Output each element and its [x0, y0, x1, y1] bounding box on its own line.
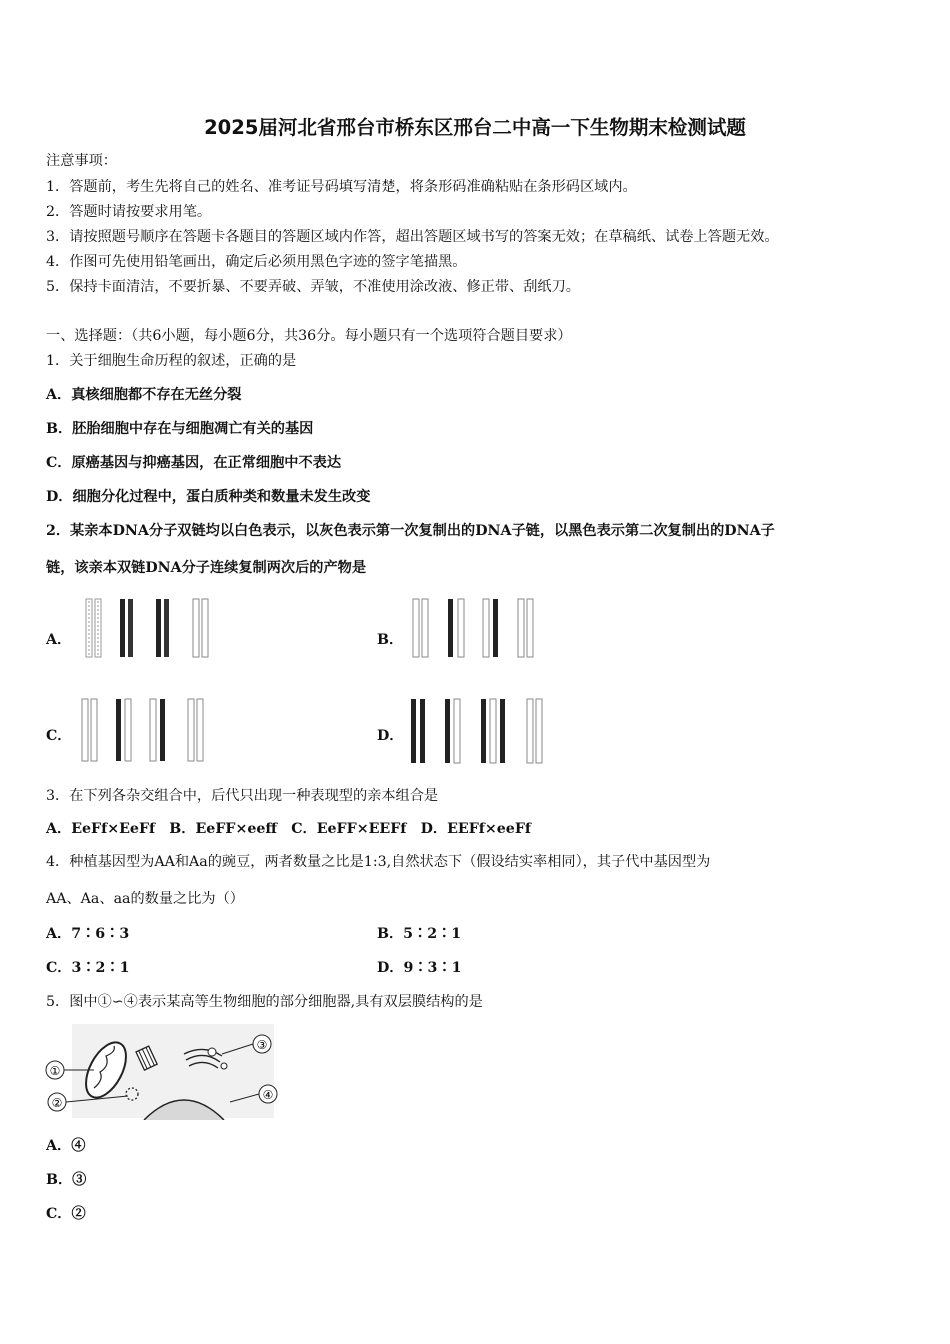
q4-option-d: D．9∶3∶1 [377, 960, 462, 976]
page-title: 2025届河北省邢台市桥东区邢台二中高一下生物期末检测试题 [204, 116, 746, 139]
q1-option-b: B．胚胎细胞中存在与细胞凋亡有关的基因 [46, 421, 314, 437]
q3-stem: 3．在下列各杂交组合中，后代只出现一种表现型的亲本组合是 [46, 788, 439, 804]
q2-stem-line2: 链，该亲本双链DNA分子连续复制两次后的产物是 [46, 560, 367, 576]
q5-option-a: A．④ [46, 1138, 86, 1154]
q4-option-b: B．5∶2∶1 [377, 926, 462, 942]
q4-option-c: C．3∶2∶1 [46, 960, 130, 976]
q4-option-a: A．7∶6∶3 [46, 926, 130, 942]
q1-stem: 1．关于细胞生命历程的叙述，正确的是 [46, 353, 297, 369]
figure-label-3: ③ [256, 1038, 268, 1052]
figure-label-2: ② [51, 1096, 63, 1110]
q5-stem: 5．图中①∽④表示某高等生物细胞的部分细胞器,具有双层膜结构的是 [46, 994, 483, 1010]
q4-stem-line2: AA、Aa、aa的数量之比为（） [46, 891, 244, 907]
section-heading: 一、选择题：（共6小题，每小题6分，共36分。每小题只有一个选项符合题目要求） [46, 328, 572, 344]
dna-figure-d [405, 697, 545, 767]
q1-option-d: D．细胞分化过程中，蛋白质种类和数量未发生改变 [46, 489, 371, 505]
figure-label-1: ① [49, 1064, 61, 1078]
q5-option-b: B．③ [46, 1172, 87, 1188]
organelle-figure [44, 1022, 284, 1120]
q4-stem-line1: 4．种植基因型为AA和Aa的豌豆，两者数量之比是1:3,自然状态下（假设结实率相同），其子代中基因型为 [46, 854, 711, 870]
notice-item: 3．请按照题号顺序在答题卡各题目的答题区域内作答，超出答题区域书写的答案无效；在草稿纸、试卷上答题无效。 [46, 229, 779, 245]
q2-stem-line1: 2．某亲本DNA分子双链均以白色表示，以灰色表示第一次复制出的DNA子链，以黑色表示第二次复制出的DNA子 [46, 523, 775, 539]
q5-option-c: C．② [46, 1206, 86, 1222]
q3-options: A．EeFf×EeFf B．EeFF×eeff C．EeFF×EEFf D．EEFf×eeFf [46, 821, 531, 837]
notice-item: 2．答题时请按要求用笔。 [46, 204, 212, 220]
q2-label-c: C． [46, 728, 72, 744]
dna-figure-a [80, 597, 215, 661]
figure-label-4: ④ [262, 1088, 274, 1102]
dna-figure-c [78, 697, 213, 765]
notice-item: 5．保持卡面清洁，不要折暴、不要弄破、弄皱，不准使用涂改液、修正带、刮纸刀。 [46, 279, 580, 295]
notice-item: 4．作图可先使用铅笔画出，确定后必须用黑色字迹的签字笔描黑。 [46, 254, 467, 270]
q2-label-b: B． [377, 632, 404, 648]
q2-label-d: D． [377, 728, 404, 744]
notice-heading: 注意事项： [46, 153, 117, 169]
q1-option-a: A．真核细胞都不存在无丝分裂 [46, 387, 242, 403]
dna-figure-b [408, 597, 543, 661]
q1-option-c: C．原癌基因与抑癌基因，在正常细胞中不表达 [46, 455, 342, 471]
notice-item: 1．答题前，考生先将自己的姓名、准考证号码填写清楚，将条形码准确粘贴在条形码区域内。 [46, 179, 637, 195]
q2-label-a: A． [46, 632, 72, 648]
